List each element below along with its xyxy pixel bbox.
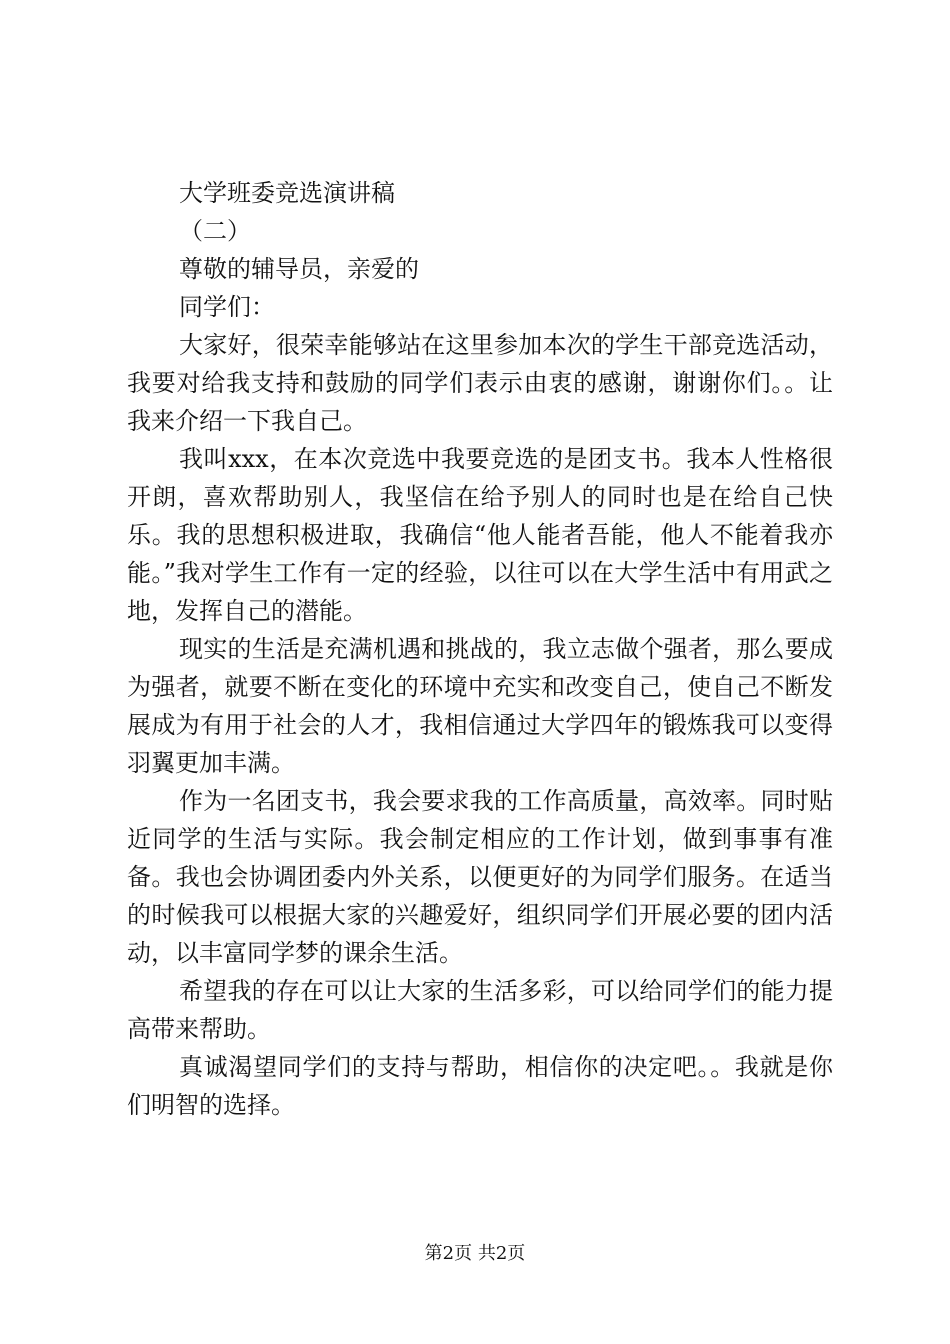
paragraph-plan: 作为一名团支书，我会要求我的工作高质量，高效率。同时贴近同学的生活与实际。我会制定相应的工作计划，做到事事有准备。我也会协调团委内外关系，以便更好的为同学们服务。在适当的时候我可以根据大家的兴趣爱好，组织同学们开展必要的团内活动，以丰富同学梦的课余生活。 [127, 787, 833, 967]
paragraph-closing: 真诚渴望同学们的支持与帮助，相信你的决定吧。。我就是你们明智的选择。 [127, 1053, 833, 1119]
salutation-line-1: 尊敬的辅导员，亲爱的 [179, 255, 419, 283]
page-number-footer: 第2页 共2页 [424, 1243, 526, 1264]
paragraph-greeting: 大家好，很荣幸能够站在这里参加本次的学生干部竞选活动，我要对给我支持和鼓励的同学们表示由衷的感谢，谢谢你们。。让我来介绍一下我自己。 [127, 331, 833, 435]
document-body [127, 174, 833, 1124]
paragraph-hope: 希望我的存在可以让大家的生活多彩，可以给同学们的能力提高带来帮助。 [127, 977, 833, 1043]
salutation-line-2: 同学们： [179, 293, 275, 321]
document-subtitle: （二） [179, 217, 251, 245]
document-title: 大学班委竞选演讲稿 [179, 179, 395, 207]
paragraph-self-intro: 我叫xxx，在本次竞选中我要竞选的是团支书。我本人性格很开朗，喜欢帮助别人，我坚信在给予别人的同时也是在给自己快乐。我的思想积极进取，我确信“他人能者吾能，他人不能着我亦能。”我对学生工作有一定的经验，以往可以在大学生活中有用武之地，发挥自己的潜能。 [127, 445, 833, 625]
paragraph-ambition: 现实的生活是充满机遇和挑战的，我立志做个强者，那么要成为强者，就要不断在变化的环境中充实和改变自己，使自己不断发展成为有用于社会的人才，我相信通过大学四年的锻炼我可以变得羽翼更加丰满。 [127, 635, 833, 777]
